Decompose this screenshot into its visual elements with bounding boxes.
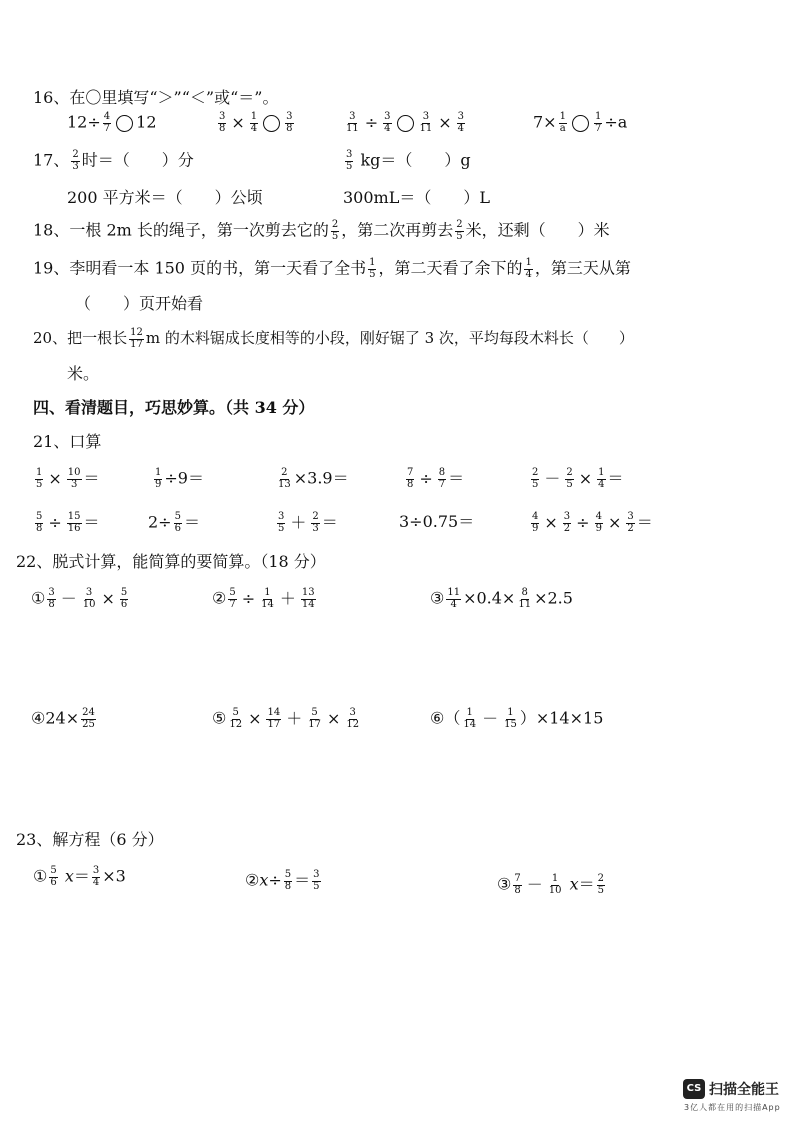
mental-calc-8: $\frac{3}{5}$ ＋ $\frac{2}{3}$ ＝ [278,511,338,534]
mental-calc-6: $\frac{5}{8}$ ÷ $\frac{15}{16}$ ＝ [36,511,100,534]
mental-calc-5: $\frac{2}{5}$ － $\frac{2}{5}$ × $\frac{1}{4}$ ＝ [532,467,624,490]
q18: 18、一根 2m 长的绳子，第一次剪去它的 $\frac{2}{5}$ ，第二次再剪去 $\frac{2}{5}$ 米，还剩（ ）米 [33,219,610,242]
stepwise-calc-6: ⑥（ $\frac{1}{14}$ － $\frac{1}{15}$ ）×14×15 [430,707,604,730]
q16-item-1: 12÷ $\frac{4}{7}$ 12 [67,111,157,134]
mental-calc-3: $\frac{2}{13}$ ×3.9＝ [278,467,349,490]
q19-line-2: （ ）页开始看 [75,294,204,313]
q22-title: 22、脱式计算，能简算的要简算。（18 分） [16,552,326,571]
q20-line-2: 米。 [67,364,100,383]
camscanner-logo: CS [683,1079,705,1099]
section-4-title: 四、看清题目，巧思妙算。（共 34 分） [33,398,315,417]
q17-line-1: 17、 $\frac{2}{3}$ 时＝（ ）分 [33,149,194,172]
equation-3: ③ $\frac{7}{8}$ － $\frac{1}{10}$ x＝ $\frac{2}{5}$ [497,873,604,896]
q16-item-2: $\frac{3}{8}$ × $\frac{1}{4}$ $\frac{3}{8}$ [219,111,293,134]
stepwise-calc-1: ① $\frac{3}{8}$ － $\frac{3}{10}$ × $\frac{5}{6}$ [31,587,128,610]
compare-circle-icon[interactable] [572,115,589,132]
equation-1: ① $\frac{5}{6}$ x＝ $\frac{3}{4}$ ×3 [33,865,126,888]
stepwise-calc-2: ② $\frac{5}{7}$ ÷ $\frac{1}{14}$ ＋ $\frac{13}{14}$ [212,587,315,610]
q16-item-3: $\frac{3}{11}$ ÷ $\frac{3}{4}$ $\frac{3}{11}$ × $\frac{3}{4}$ [346,111,465,134]
q21-title: 21、口算 [33,432,102,451]
q17-item-d: 300mL＝（ ）L [343,188,490,207]
q17-item-c: 200 平方米＝（ ）公顷 [67,188,263,207]
q16-instruction: 16、在〇里填写“＞”“＜”或“＝”。 [33,88,279,107]
equation-2: ②x÷ $\frac{5}{8}$ ＝ $\frac{3}{5}$ [245,869,320,892]
stepwise-calc-5: ⑤ $\frac{5}{12}$ × $\frac{14}{17}$ ＋ $\frac{5}{17}$ × $\frac{3}{12}$ [212,707,360,730]
stepwise-calc-3: ③ $\frac{11}{4}$ ×0.4× $\frac{8}{11}$ ×2.5 [430,587,573,610]
q19-line-1: 19、李明看一本 150 页的书，第一天看了全书 $\frac{1}{5}$ ，第二天看了余下的 $\frac{1}{4}$ ，第三天从第 [33,257,631,280]
q20-line-1: 20、把一根长 $\frac{12}{17}$ m 的木料锯成长度相等的小段，刚好锯了 3 次，平均每段木料长（ ） [33,327,634,350]
q23-title: 23、解方程（6 分） [16,830,164,849]
q17-item-b: $\frac{3}{5}$ kg＝（ ）g [346,149,471,172]
mental-calc-9: 3÷0.75＝ [399,512,475,531]
mental-calc-1: $\frac{1}{5}$ × $\frac{10}{3}$ ＝ [36,467,100,490]
mental-calc-10: $\frac{4}{9}$ × $\frac{3}{2}$ ÷ $\frac{4}{9}$ × $\frac{3}{2}$ ＝ [532,511,653,534]
mental-calc-2: $\frac{1}{9}$ ÷9＝ [155,467,204,490]
mental-calc-4: $\frac{7}{8}$ ÷ $\frac{8}{7}$ ＝ [407,467,465,490]
camscanner-brand: 扫描全能王 [709,1082,779,1098]
camscanner-slogan: 3亿人都在用的扫描App [684,1103,781,1112]
stepwise-calc-4: ④24× $\frac{24}{25}$ [31,707,95,730]
mental-calc-7: 2÷ $\frac{5}{6}$ ＝ [148,511,200,534]
compare-circle-icon[interactable] [263,115,280,132]
compare-circle-icon[interactable] [116,115,133,132]
compare-circle-icon[interactable] [397,115,414,132]
q16-item-4: 7× $\frac{1}{a}$ $\frac{1}{7}$ ÷a [533,111,628,134]
